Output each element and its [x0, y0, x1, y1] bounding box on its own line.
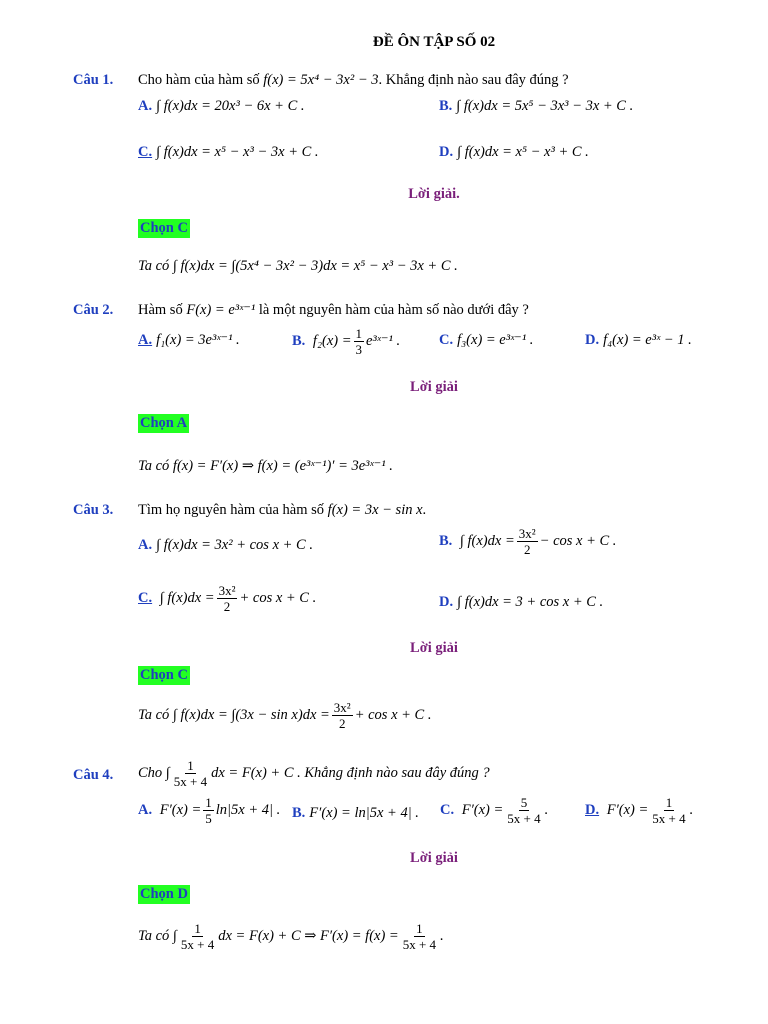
- question-1-label: Câu 1.: [73, 72, 114, 88]
- q4-solution-text: Ta có ∫ $\frac{1}{5x + 4}$ dx = F(x) + C ⇒ F′(x) = f(x) = $\frac{1}{5x + 4}$ .: [138, 921, 444, 952]
- q4-solution-heading: Lời giải: [410, 850, 458, 866]
- q2-option-d[interactable]: D. f₄(x) = e³ˣ − 1 .: [585, 332, 692, 348]
- q4-option-c[interactable]: C. F′(x) = $\frac{5}{5x + 4}$ .: [440, 795, 549, 826]
- question-1-text: Cho hàm của hàm số f(x) = 5x⁴ − 3x² − 3. Khẳng định nào sau đây đúng ?: [138, 72, 569, 88]
- q3-solution-heading: Lời giải: [410, 640, 458, 656]
- q3-solution-text: Ta có ∫ f(x)dx = ∫(3x − sin x)dx = $\frac{\text{3x²}}{2}$ + cos x + C .: [138, 700, 432, 731]
- q1-option-d[interactable]: D. ∫ f(x)dx = x⁵ − x³ + C .: [439, 144, 589, 160]
- question-4-text: Cho ∫ $\frac{1}{5x + 4}$ dx = F(x) + C . Khẳng định nào sau đây đúng ?: [138, 758, 490, 789]
- question-2-label: Câu 2.: [73, 302, 114, 318]
- question-4-label: Câu 4.: [73, 767, 114, 783]
- q3-option-c[interactable]: C. ∫ f(x)dx = $\frac{\text{3x²}}{2}$ + cos x + C .: [138, 583, 317, 614]
- q1-option-b[interactable]: B. ∫ f(x)dx = 5x⁵ − 3x³ − 3x + C .: [439, 98, 634, 114]
- q2-answer-badge: Chọn A: [140, 415, 188, 431]
- q4-option-d[interactable]: D. F′(x) = $\frac{1}{5x + 4}$ .: [585, 795, 694, 826]
- q3-option-a[interactable]: A. ∫ f(x)dx = 3x² + cos x + C .: [138, 537, 313, 553]
- q1-solution-heading: Lời giải.: [408, 186, 460, 202]
- q1-option-a[interactable]: A. ∫ f(x)dx = 20x³ − 6x + C .: [138, 98, 305, 114]
- q2-solution-text: Ta có f(x) = F′(x) ⇒ f(x) = (e³ˣ⁻¹)′ = 3e³ˣ⁻¹ .: [138, 458, 393, 474]
- q4-option-b[interactable]: B. F′(x) = ln|5x + 4| .: [292, 805, 419, 821]
- q3-option-d[interactable]: D. ∫ f(x)dx = 3 + cos x + C .: [439, 594, 604, 610]
- q2-option-a[interactable]: A. f₁(x) = 3e³ˣ⁻¹ .: [138, 332, 240, 348]
- q3-answer-badge: Chọn C: [140, 667, 188, 683]
- q4-option-a[interactable]: A. F′(x) = $\frac{1}{5}$ ln|5x + 4| .: [138, 795, 281, 826]
- q1-option-c[interactable]: C. ∫ f(x)dx = x⁵ − x³ − 3x + C .: [138, 144, 319, 160]
- q4-answer-badge: Chọn D: [140, 886, 188, 902]
- question-2-text: Hàm số F(x) = e³ˣ⁻¹ là một nguyên hàm của hàm số nào dưới đây ?: [138, 302, 529, 318]
- q3-option-b[interactable]: B. ∫ f(x)dx = $\frac{\text{3x²}}{2}$ − cos x + C .: [439, 526, 617, 557]
- page-title: ĐỀ ÔN TẬP SỐ 02: [372, 34, 496, 50]
- q2-solution-heading: Lời giải: [410, 379, 458, 395]
- question-3-label: Câu 3.: [73, 502, 114, 518]
- question-3-text: Tìm họ nguyên hàm của hàm số f(x) = 3x − sin x.: [138, 502, 427, 518]
- q1-answer-badge: Chọn C: [140, 220, 188, 236]
- q2-option-b[interactable]: B. f₂(x) = $\frac{1}{3}$ e³ˣ⁻¹ .: [292, 326, 401, 357]
- q2-option-c[interactable]: C. f₃(x) = e³ˣ⁻¹ .: [439, 332, 534, 348]
- q1-solution-text: Ta có ∫ f(x)dx = ∫(5x⁴ − 3x² − 3)dx = x⁵ − x³ − 3x + C .: [138, 258, 458, 274]
